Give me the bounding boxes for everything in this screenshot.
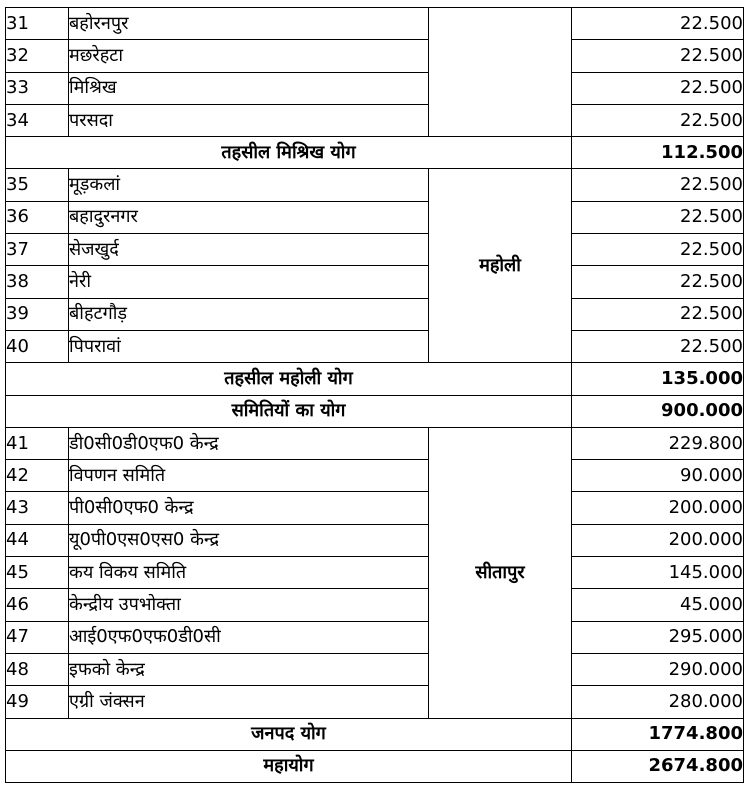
table-row xyxy=(6,298,744,330)
table-row xyxy=(6,40,744,72)
table-row xyxy=(6,686,744,718)
table-row xyxy=(6,330,744,362)
summary-label: तहसील मिश्रिख योग xyxy=(6,137,572,169)
serial-number: 37 xyxy=(6,234,69,266)
allocation-value: 280.000 xyxy=(572,686,744,718)
tehsil-name: सीतापुर xyxy=(429,427,572,718)
allocation-value: 22.500 xyxy=(572,169,744,201)
table-row xyxy=(6,589,744,621)
serial-number: 38 xyxy=(6,266,69,298)
summary-row xyxy=(6,750,744,782)
allocation-value: 200.000 xyxy=(572,492,744,524)
summary-label: तहसील महोली योग xyxy=(6,363,572,395)
allocation-value: 22.500 xyxy=(572,298,744,330)
table-row xyxy=(6,72,744,104)
allocation-value: 22.500 xyxy=(572,234,744,266)
serial-number: 40 xyxy=(6,330,69,362)
summary-row xyxy=(6,395,744,427)
centre-name: सेजखुर्द xyxy=(69,234,429,266)
centre-name: बहादुरनगर xyxy=(69,201,429,233)
tehsil-name xyxy=(429,8,572,137)
allocation-value: 290.000 xyxy=(572,653,744,685)
serial-number: 36 xyxy=(6,201,69,233)
serial-number: 49 xyxy=(6,686,69,718)
table-row xyxy=(6,492,744,524)
serial-number: 46 xyxy=(6,589,69,621)
centre-name: पी0सी0एफ0 केन्द्र xyxy=(69,492,429,524)
allocation-value: 22.500 xyxy=(572,330,744,362)
allocation-value: 22.500 xyxy=(572,266,744,298)
summary-value: 1774.800 xyxy=(572,718,744,750)
table-row xyxy=(6,8,744,40)
centre-name: यू0पी0एस0एस0 केन्द्र xyxy=(69,524,429,556)
serial-number: 48 xyxy=(6,653,69,685)
serial-number: 41 xyxy=(6,427,69,459)
table-row xyxy=(6,460,744,492)
centre-name: केन्द्रीय उपभोक्ता xyxy=(69,589,429,621)
centre-name: एग्री जंक्सन xyxy=(69,686,429,718)
serial-number: 45 xyxy=(6,557,69,589)
serial-number: 31 xyxy=(6,8,69,40)
table-row xyxy=(6,557,744,589)
allocation-value: 145.000 xyxy=(572,557,744,589)
summary-label: समितियों का योग xyxy=(6,395,572,427)
table-row xyxy=(6,104,744,136)
centre-name: कय विकय समिति xyxy=(69,557,429,589)
serial-number: 44 xyxy=(6,524,69,556)
centre-name: पिपरावां xyxy=(69,330,429,362)
serial-number: 42 xyxy=(6,460,69,492)
serial-number: 32 xyxy=(6,40,69,72)
centre-name: आई0एफ0एफ0डी0सी xyxy=(69,621,429,653)
serial-number: 43 xyxy=(6,492,69,524)
summary-value: 112.500 xyxy=(572,137,744,169)
summary-row xyxy=(6,137,744,169)
summary-value: 900.000 xyxy=(572,395,744,427)
table-row xyxy=(6,266,744,298)
summary-label: महायोग xyxy=(6,750,572,782)
table-row xyxy=(6,524,744,556)
allocation-value: 229.800 xyxy=(572,427,744,459)
table-row xyxy=(6,653,744,685)
allocation-value: 90.000 xyxy=(572,460,744,492)
centre-name: बहोरनपुर xyxy=(69,8,429,40)
serial-number: 33 xyxy=(6,72,69,104)
tehsil-name: महोली xyxy=(429,169,572,363)
centre-name: नेरी xyxy=(69,266,429,298)
allocation-value: 200.000 xyxy=(572,524,744,556)
allocation-value: 22.500 xyxy=(572,8,744,40)
centre-name: इफको केन्द्र xyxy=(69,653,429,685)
table-row xyxy=(6,201,744,233)
summary-value: 135.000 xyxy=(572,363,744,395)
allocation-value: 22.500 xyxy=(572,40,744,72)
allocation-table xyxy=(5,7,744,783)
centre-name: मूड़कलां xyxy=(69,169,429,201)
allocation-value: 22.500 xyxy=(572,104,744,136)
centre-name: डी0सी0डी0एफ0 केन्द्र xyxy=(69,427,429,459)
table-row xyxy=(6,169,744,201)
centre-name: बीहटगौड़ xyxy=(69,298,429,330)
centre-name: विपणन समिति xyxy=(69,460,429,492)
summary-row xyxy=(6,363,744,395)
allocation-value: 45.000 xyxy=(572,589,744,621)
table-row xyxy=(6,234,744,266)
serial-number: 39 xyxy=(6,298,69,330)
allocation-value: 295.000 xyxy=(572,621,744,653)
allocation-value: 22.500 xyxy=(572,201,744,233)
centre-name: मिश्रिख xyxy=(69,72,429,104)
serial-number: 47 xyxy=(6,621,69,653)
table-row xyxy=(6,427,744,459)
summary-row xyxy=(6,718,744,750)
summary-label: जनपद योग xyxy=(6,718,572,750)
centre-name: मछरेहटा xyxy=(69,40,429,72)
table-row xyxy=(6,621,744,653)
table-body xyxy=(6,8,744,783)
summary-value: 2674.800 xyxy=(572,750,744,782)
allocation-value: 22.500 xyxy=(572,72,744,104)
centre-name: परसदा xyxy=(69,104,429,136)
serial-number: 34 xyxy=(6,104,69,136)
serial-number: 35 xyxy=(6,169,69,201)
